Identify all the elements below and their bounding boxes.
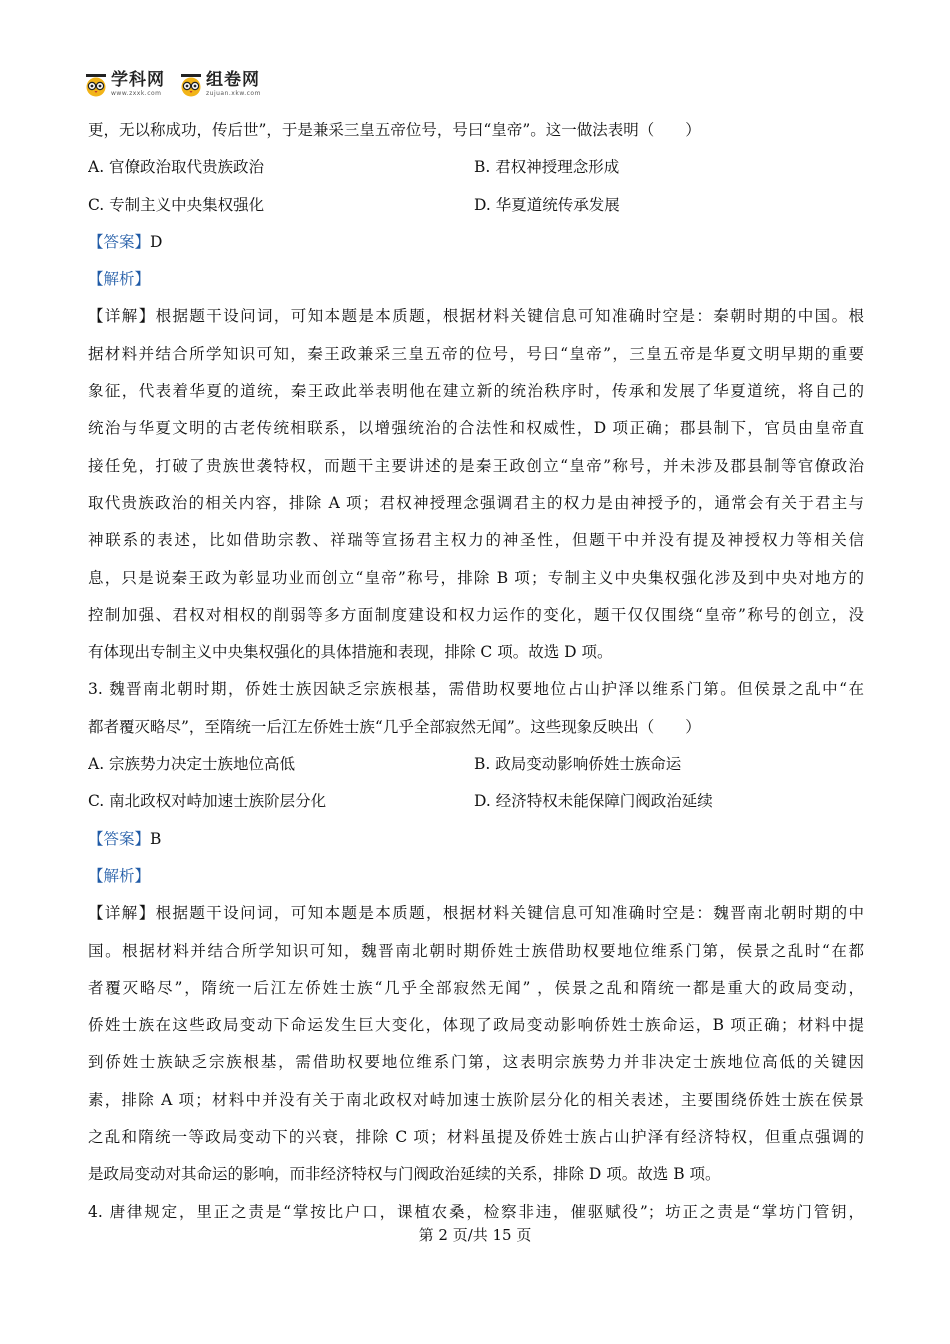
q3-option-d: D. 经济特权未能保障门阀政治延续 bbox=[474, 792, 713, 811]
detail-text: 根据题干设问词，可知本题是本质题，根据材料关键信息可知准确时空是：秦朝时期的中国。根 bbox=[155, 307, 864, 326]
q2-detail-line: 据材料并结合所学知识可知，秦王政兼采三皇五帝的位号，号曰“皇帝”，三皇五帝是华夏文明早期的重要 bbox=[88, 344, 864, 363]
analysis-tag: 【解析】 bbox=[88, 866, 151, 885]
owl-mascot-icon bbox=[84, 73, 108, 97]
q2-options-row-2 bbox=[88, 187, 864, 224]
logo-main-text: 组卷网 bbox=[206, 70, 260, 90]
q2-detail-line: 息，只是说秦王政为彰显功业而创立“皇帝”称号，排除 B 项；专制主义中央集权强化涉及到中央对地方的 bbox=[88, 568, 864, 587]
q2-detail-line: 象征，代表着华夏的道统，秦王政此举表明他在建立新的统治秩序时，传承和发展了华夏道统，将自己的 bbox=[88, 382, 864, 401]
q3-detail-line: 国。根据材料并结合所学知识可知，魏晋南北朝时期侨姓士族借助权要地位维系门第，侯景之乱时“在都 bbox=[88, 941, 864, 960]
xuekewang-logo bbox=[84, 72, 165, 97]
q2-options-row-1 bbox=[88, 149, 864, 186]
q2-answer bbox=[88, 224, 864, 261]
q2-option-c: C. 专制主义中央集权强化 bbox=[88, 195, 265, 214]
page-footer: 第 2 页/共 15 页 bbox=[418, 1226, 532, 1244]
q2-detail-line: 统治与华夏文明的古老传统相联系，以增强统治的合法性和权威性，D 项正确；郡县制下，官员由皇帝直 bbox=[88, 419, 864, 438]
detail-tag: 【详解】 bbox=[88, 904, 156, 923]
header-logos bbox=[84, 72, 261, 97]
q3-answer bbox=[88, 821, 864, 858]
q3-stem-line: 都者覆灭略尽”，至隋统一后江左侨姓士族“几乎全部寂然无闻”。这些现象反映出（ ） bbox=[88, 717, 701, 736]
q3-detail-line: 素，排除 A 项；材料中并没有关于南北政权对峙加速士族阶层分化的相关表述，主要围绕侨姓士族在侯景 bbox=[88, 1090, 864, 1109]
q3-options-row-1 bbox=[88, 746, 864, 783]
q3-analysis-heading bbox=[88, 858, 864, 895]
answer-tag: 【答案】 bbox=[88, 232, 151, 251]
q2-detail-line: 接任免，打破了贵族世袭特权，而题干主要讲述的是秦王政创立“皇帝”称号，并未涉及郡县制等官僚政治 bbox=[88, 456, 864, 475]
detail-text: 根据题干设问词，可知本题是本质题，根据材料关键信息可知准确时空是：魏晋南北朝时期的中 bbox=[155, 904, 864, 923]
logo-sub-text: www.zxxk.com bbox=[111, 90, 162, 97]
q2-option-a: A. 官僚政治取代贵族政治 bbox=[88, 158, 265, 177]
q2-detail-line: 神联系的表述，比如借助宗教、祥瑞等宣扬君主权力的神圣性，但题干中并没有提及神授权力等相关信 bbox=[88, 531, 864, 550]
answer-tag: 【答案】 bbox=[88, 829, 151, 848]
q2-detail-line: 取代贵族政治的相关内容，排除 A 项；君权神授理念强调君主的权力是由神授予的，通常会有关于君主与 bbox=[88, 493, 864, 512]
q2-detail-line: 控制加强、君权对相权的削弱等多方面制度建设和权力运作的变化，题干仅仅围绕“皇帝”称号的创立，没 bbox=[88, 605, 864, 624]
q2-detail-line: 有体现出专制主义中央集权强化的具体措施和表现，排除 C 项。故选 D 项。 bbox=[88, 643, 613, 662]
q4-stem-line: 4. 唐律规定，里正之责是“掌按比户口，课植农桑，检察非违，催驱赋役”；坊正之责是“掌坊门管钥， bbox=[88, 1202, 864, 1221]
q2-analysis-heading bbox=[88, 261, 864, 298]
q3-option-b: B. 政局变动影响侨姓士族命运 bbox=[474, 755, 682, 774]
zujuanwang-logo bbox=[179, 72, 261, 97]
q2-stem-tail: 更，无以称成功，传后世”，于是兼采三皇五帝位号，号曰“皇帝”。这一做法表明（ ） bbox=[88, 121, 701, 139]
q2-option-b: B. 君权神授理念形成 bbox=[474, 158, 620, 177]
logo-sub-text: zujuan.xkw.com bbox=[206, 90, 261, 97]
q2-detail-line bbox=[88, 298, 864, 335]
q3-detail-line: 之乱和隋统一等政局变动下的兴衰，排除 C 项；材料虽提及侨姓士族占山护泽有经济特权，但重点强调的 bbox=[88, 1128, 864, 1147]
q3-options-row-2 bbox=[88, 783, 864, 820]
q3-detail-line: 侨姓士族在这些政局变动下命运发生巨大变化，体现了政局变动影响侨姓士族命运，B 项正确；材料中提 bbox=[88, 1016, 864, 1035]
owl-mascot-icon bbox=[179, 73, 203, 97]
q3-detail-line: 到侨姓士族缺乏宗族根基，需借助权要地位维系门第，这表明宗族势力并非决定士族地位高低的关键因 bbox=[88, 1053, 864, 1072]
analysis-tag: 【解析】 bbox=[88, 270, 151, 289]
detail-tag: 【详解】 bbox=[88, 307, 156, 326]
answer-value: D bbox=[150, 232, 163, 251]
answer-value: B bbox=[150, 829, 162, 848]
q3-option-c: C. 南北政权对峙加速士族阶层分化 bbox=[88, 792, 327, 811]
logo-main-text: 学科网 bbox=[111, 70, 165, 90]
page-body bbox=[88, 112, 864, 1231]
q3-stem-line: 3. 魏晋南北朝时期，侨姓士族因缺乏宗族根基，需借助权要地位占山护泽以维系门第。但侯景之乱中“在 bbox=[88, 680, 864, 699]
q2-option-d: D. 华夏道统传承发展 bbox=[474, 195, 620, 214]
q3-detail-line bbox=[88, 895, 864, 932]
q3-detail-line: 是政局变动对其命运的影响，而非经济特权与门阀政治延续的关系，排除 D 项。故选 B 项。 bbox=[88, 1165, 721, 1184]
q3-detail-line: 者覆灭略尽”，隋统一后江左侨姓士族“几乎全部寂然无闻” ，侯景之乱和隋统一都是重大的政局变动， bbox=[88, 978, 864, 997]
q3-option-a: A. 宗族势力决定士族地位高低 bbox=[88, 755, 296, 774]
